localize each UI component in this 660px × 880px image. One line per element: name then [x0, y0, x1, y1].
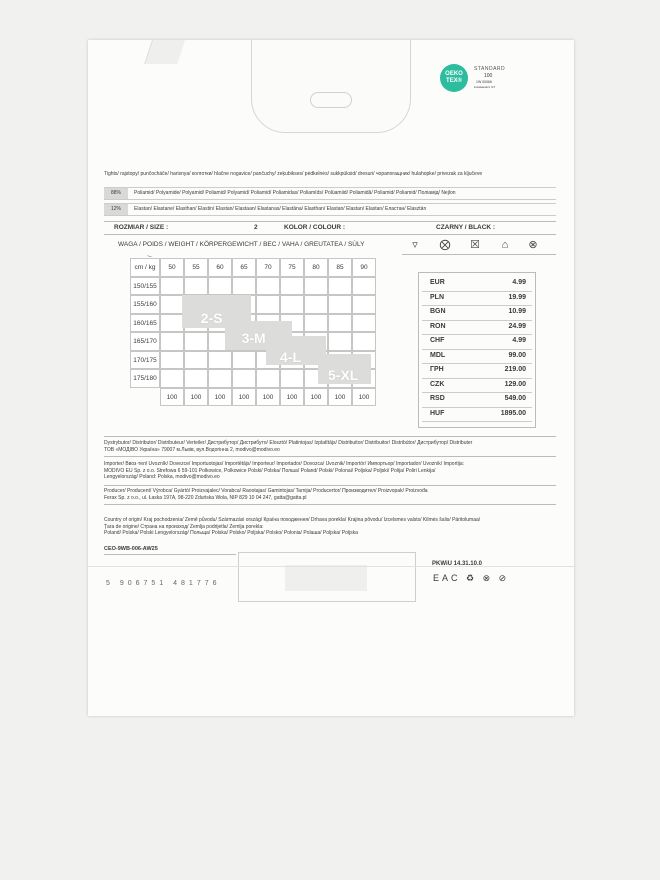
height-header: 175/180	[130, 369, 160, 388]
grid-cell	[160, 277, 184, 296]
composition-row	[104, 203, 556, 216]
grid-cell	[304, 295, 328, 314]
divider	[104, 456, 556, 457]
grid-cell	[208, 369, 232, 388]
price-currency: HUF	[430, 409, 445, 417]
price-currency: CZK	[430, 380, 445, 388]
grid-cell	[160, 295, 184, 314]
grid-cell	[328, 314, 352, 333]
grid-bottom-value: 100	[328, 388, 352, 407]
grid-bottom-value: 100	[352, 388, 376, 407]
price-value: 4.99	[512, 337, 526, 344]
no-tumble-dry-icon: ☒	[470, 239, 480, 251]
size-header-row	[104, 224, 556, 233]
grid-cell	[280, 277, 304, 296]
height-header: 165/170	[130, 332, 160, 351]
wash-30-icon: ▿	[412, 239, 418, 251]
size-zone-label: 2-S	[200, 309, 223, 326]
colour-label: KOLOR / COLOUR :	[284, 224, 346, 231]
producer-info	[104, 488, 428, 501]
composition-row	[104, 187, 556, 200]
grid-cell	[160, 351, 184, 370]
price-value: 99.00	[508, 351, 526, 359]
weight-header: 85	[328, 258, 352, 277]
size-zone-label: 4-L	[280, 348, 301, 365]
grid-cell	[352, 314, 376, 333]
grid-bottom-value: 100	[304, 388, 328, 407]
oeko-tex-badge	[440, 64, 468, 92]
weight-header: 75	[280, 258, 304, 277]
price-currency: RON	[430, 322, 446, 330]
grid-cell	[160, 369, 184, 388]
grid-cell	[328, 332, 352, 351]
origin-line: Country of origin/ Kraj pochodzenia/ Země původu/ Származási ország/ Країна походження/ Drhava porekla/ Krajina pôvodu/ Izcelsmes valsts/ Kilmės šalis/ Päritolumaa/	[104, 517, 481, 523]
price-currency: EUR	[430, 279, 445, 286]
grid-cell	[352, 277, 376, 296]
corner-fold	[144, 40, 185, 64]
grid-cell	[232, 277, 256, 296]
price-value: 10.99	[508, 308, 526, 315]
distributor-info	[104, 440, 472, 453]
grid-cell	[160, 332, 184, 351]
price-value: 4.99	[512, 279, 526, 286]
oeko-standard-num: 100	[484, 73, 493, 79]
weight-header: 50	[160, 258, 184, 277]
origin-info	[104, 517, 480, 537]
importer-address: MODIVO EU Sp. z o.o. Strefowa 6 59-101 Polkowice, Polkowice Polski/ Polska/ Полша/ Poland/ Polski/ Polonai/ Poljska/ Poljski/ Polija/ Poliri Lenkija/	[104, 467, 436, 474]
divider	[104, 221, 556, 222]
grid-cell	[256, 277, 280, 296]
producer-line: Producer/ Producent/ Výrobca/ Gyártó/ Proizvajalec/ Vorabca/ Raootajas/ Gamintojas/ Tarnija/ Producertor/ Производител/ Proizvopak/ Proizvođa	[104, 488, 428, 494]
hang-tab	[251, 40, 411, 133]
grid-cell	[304, 314, 328, 333]
price-table-border	[418, 272, 536, 428]
size-label: ROZMIAR / SIZE :	[114, 224, 169, 231]
price-currency: RSD	[430, 395, 445, 402]
price-currency: CHF	[430, 337, 445, 344]
size-value: 2	[254, 224, 258, 231]
grid-cell	[352, 332, 376, 351]
hang-hole	[310, 92, 352, 108]
weight-header: 60	[208, 258, 232, 277]
grid-cell	[184, 369, 208, 388]
product-type-line: Tights/ rajstopy/ punčocháče/ harisnya/ колготки/ hlačne nogavice/ pančuchy/ zeķubikses/ pėdkelnės/ sukkpüksid/ dresuri/ чорапогащник/ hulahopke/ privezak za ključeve	[104, 171, 483, 177]
composition-pct: 88%	[104, 188, 128, 199]
fold-line	[88, 566, 574, 567]
price-currency: MDL	[430, 351, 446, 359]
height-header: 170/175	[130, 351, 160, 370]
grid-cell	[160, 314, 184, 333]
pkwiu-code: PKWiU 14.31.10.0	[432, 561, 482, 567]
importer-contact: Lengyelország/ Poland: Polska, modivo@modivo.eo	[104, 474, 220, 480]
oeko-institute: Łukasiewicz ILT	[474, 85, 496, 89]
price-value: 129.00	[504, 380, 526, 388]
weight-header: 80	[304, 258, 328, 277]
grid-cell	[328, 277, 352, 296]
weight-header: 55	[184, 258, 208, 277]
weight-header: 65	[232, 258, 256, 277]
size-zone-label: 3-M	[241, 330, 266, 347]
price-currency: PLN	[430, 293, 444, 301]
price-value: 24.99	[508, 322, 526, 330]
price-value: 549.00	[504, 395, 526, 402]
grid-bottom-value: 100	[232, 388, 256, 407]
product-code: CEO-9WB-006-AW25	[104, 546, 158, 552]
divider	[402, 254, 556, 255]
price-value: 19.99	[508, 293, 526, 301]
bottom-flap	[88, 566, 574, 716]
grid-corner: cm / kg	[130, 258, 160, 277]
weight-header: 90	[352, 258, 376, 277]
price-value: 1895.00	[500, 409, 526, 417]
no-bleach-icon: ⨂	[439, 239, 451, 251]
importer-info	[104, 461, 464, 481]
ean-number: 5 906751 481776	[106, 580, 221, 587]
grid-cell	[232, 351, 256, 370]
origin-countries: Poland/ Polska/ Polski Lengyelország/ Польща/ Polska/ Polsko/ Poljska/ Polsko/ Polonia/ Polaшa/ Poljska/ Poljska	[104, 530, 358, 536]
grid-cell	[184, 332, 208, 351]
origin-line: Țara de origine/ Страна на произход/ Zemlja podrijetla/ Zemlja porekla:	[104, 523, 264, 530]
oeko-badge-line2: TEX®	[445, 78, 463, 84]
composition-pct: 12%	[104, 204, 128, 215]
divider	[104, 504, 556, 505]
height-header: 160/165	[130, 314, 160, 333]
certification-icons: EAC ♻ ⊗ ⊘	[433, 573, 510, 583]
grid-bottom-value: 100	[184, 388, 208, 407]
grid-cell	[208, 277, 232, 296]
no-dry-clean-icon: ⊗	[528, 239, 538, 251]
grid-cell	[256, 369, 280, 388]
grid-bottom-value: 100	[208, 388, 232, 407]
iron-low-icon: ⌂	[501, 239, 509, 251]
grid-cell	[304, 277, 328, 296]
colour-value: CZARNY / BLACK :	[436, 224, 496, 231]
divider	[104, 436, 556, 437]
distributor-line: Dystrybutor/ Distributor/ Distributeur/ Verteiler/ Дистрибутор/ Дистрибуто/ Elosztó/ Platintojas/ Izplatītājs/ Distribuitor/ Distribuitor/ Distribútor/ Дистрибутор/ Distributer	[104, 440, 473, 446]
weight-label: WAGA / POIDS / WEIGHT / KÖRPERGEWICHT / ВЕС / VAHA / GREUTATEA / SÚLY	[118, 241, 365, 248]
grid-bottom-value: 100	[256, 388, 280, 407]
divider	[104, 554, 236, 555]
divider	[104, 485, 556, 486]
grid-bottom-value: 100	[160, 388, 184, 407]
weight-header: 70	[256, 258, 280, 277]
price-currency: BGN	[430, 308, 446, 315]
oeko-cert: 1W 00066	[476, 80, 492, 84]
grid-cell	[184, 277, 208, 296]
height-header: 155/160	[130, 295, 160, 314]
importer-line: Importer/ Ввоз·тел/ Uvozník/ Dovezce/ Importuotojas/ Importētājs/ Importeur/ Importador/ Dovozca/ Uvoznik/ Importör/ Импортьор/ Importador/ Uvoznik/ Importija:	[104, 461, 465, 467]
price-currency: ГРН	[430, 366, 444, 373]
grid-cell	[328, 295, 352, 314]
oeko-badge-line1: OEKO	[445, 71, 463, 77]
oeko-standard: STANDARD	[474, 66, 506, 72]
grid-cell	[184, 351, 208, 370]
grid-cell	[280, 295, 304, 314]
grid-cell	[352, 295, 376, 314]
height-header: 150/155	[130, 277, 160, 296]
grid-cell	[256, 295, 280, 314]
distributor-address: ТОВ «МОДІВО Україна» 79007 м.Львів, вул.Водогінна 2, modivo@modivo.eo	[104, 446, 280, 453]
size-zone-label: 5-XL	[328, 367, 359, 384]
producer-address: Ferax Sp. z o.o., ul. Łaska 197A, 98-220 Zduńska Wola, NIP 829 10 04 247, gatta@gatta.pl	[104, 494, 307, 501]
grid-cell	[232, 369, 256, 388]
price-value: 219.00	[504, 366, 526, 373]
composition-text: Poliamid/ Polyamide/ Polyamid/ Poliamid/ Polyamid/ Poliamid/ Poliamidas/ Poliamīds/ Polüamiid/ Poliamidă/ Poliamid/ Poliamid/ Поліамід/ Nejlon	[134, 190, 456, 196]
grid-cell	[208, 351, 232, 370]
grid-cell	[280, 369, 304, 388]
composition-text: Elastan/ Elastane/ Elasthan/ Elastin/ Elastan/ Elastaan/ Elastanas/ Elastāna/ Elasthan/ Elastan/ Elastan/ Elastan/ Еластан/ Elasztán	[134, 206, 427, 212]
divider	[104, 234, 556, 235]
grid-bottom-value: 100	[280, 388, 304, 407]
